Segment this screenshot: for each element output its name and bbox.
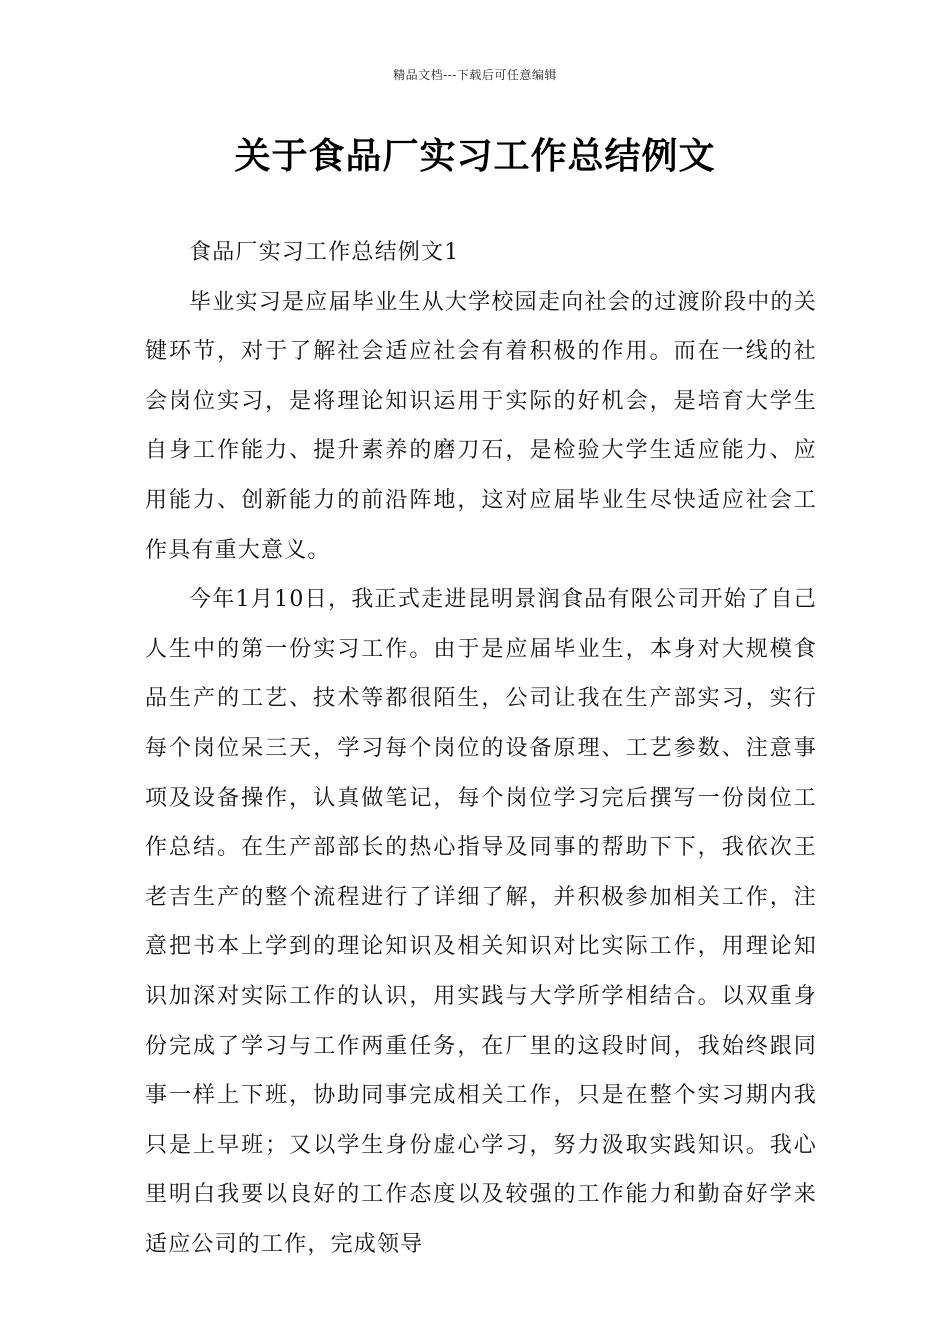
header-note: 精品文档---下载后可任意编辑: [393, 68, 557, 82]
body-paragraph: 今年1月10日，我正式走进昆明景润食品有限公司开始了自己人生中的第一份实习工作。由于是应届毕业生，本身对大规模食品生产的工艺、技术等都很陌生，公司让我在生产部实习，实行每个岗位呆三天，学习每个岗位的设备原理、工艺参数、注意事项及设备操作，认真做笔记，每个岗位学习完后撰写一份岗位工作总结。在生产部部长的热心指导及同事的帮助下下，我依次王老吉生产的整个流程进行了详细了解，并积极参加相关工作，注意把书本上学到的理论知识及相关知识对比实际工作，用理论知识加深对实际工作的认识，用实践与大学所学相结合。以双重身份完成了学习与工作两重任务，在厂里的这段时间，我始终跟同事一样上下班，协助同事完成相关工作，只是在整个实习期内我只是上早班；又以学生身份虚心学习，努力汲取实践知识。我心里明白我要以良好的工作态度以及较强的工作能力和勤奋好学来适应公司的工作，完成领导: [145, 587, 817, 1257]
document-body: [145, 228, 817, 1269]
section-heading: 食品厂实习工作总结例文1: [189, 240, 460, 265]
document-title: 关于食品厂实习工作总结例文: [234, 136, 716, 177]
body-paragraph: 毕业实习是应届毕业生从大学校园走向社会的过渡阶段中的关键环节，对于了解社会适应社会有着积极的作用。而在一线的社会岗位实习，是将理论知识运用于实际的好机会，是培育大学生自身工作能力、提升素养的磨刀石，是检验大学生适应能力、应用能力、创新能力的前沿阵地，这对应届毕业生尽快适应社会工作具有重大意义。: [145, 289, 817, 563]
